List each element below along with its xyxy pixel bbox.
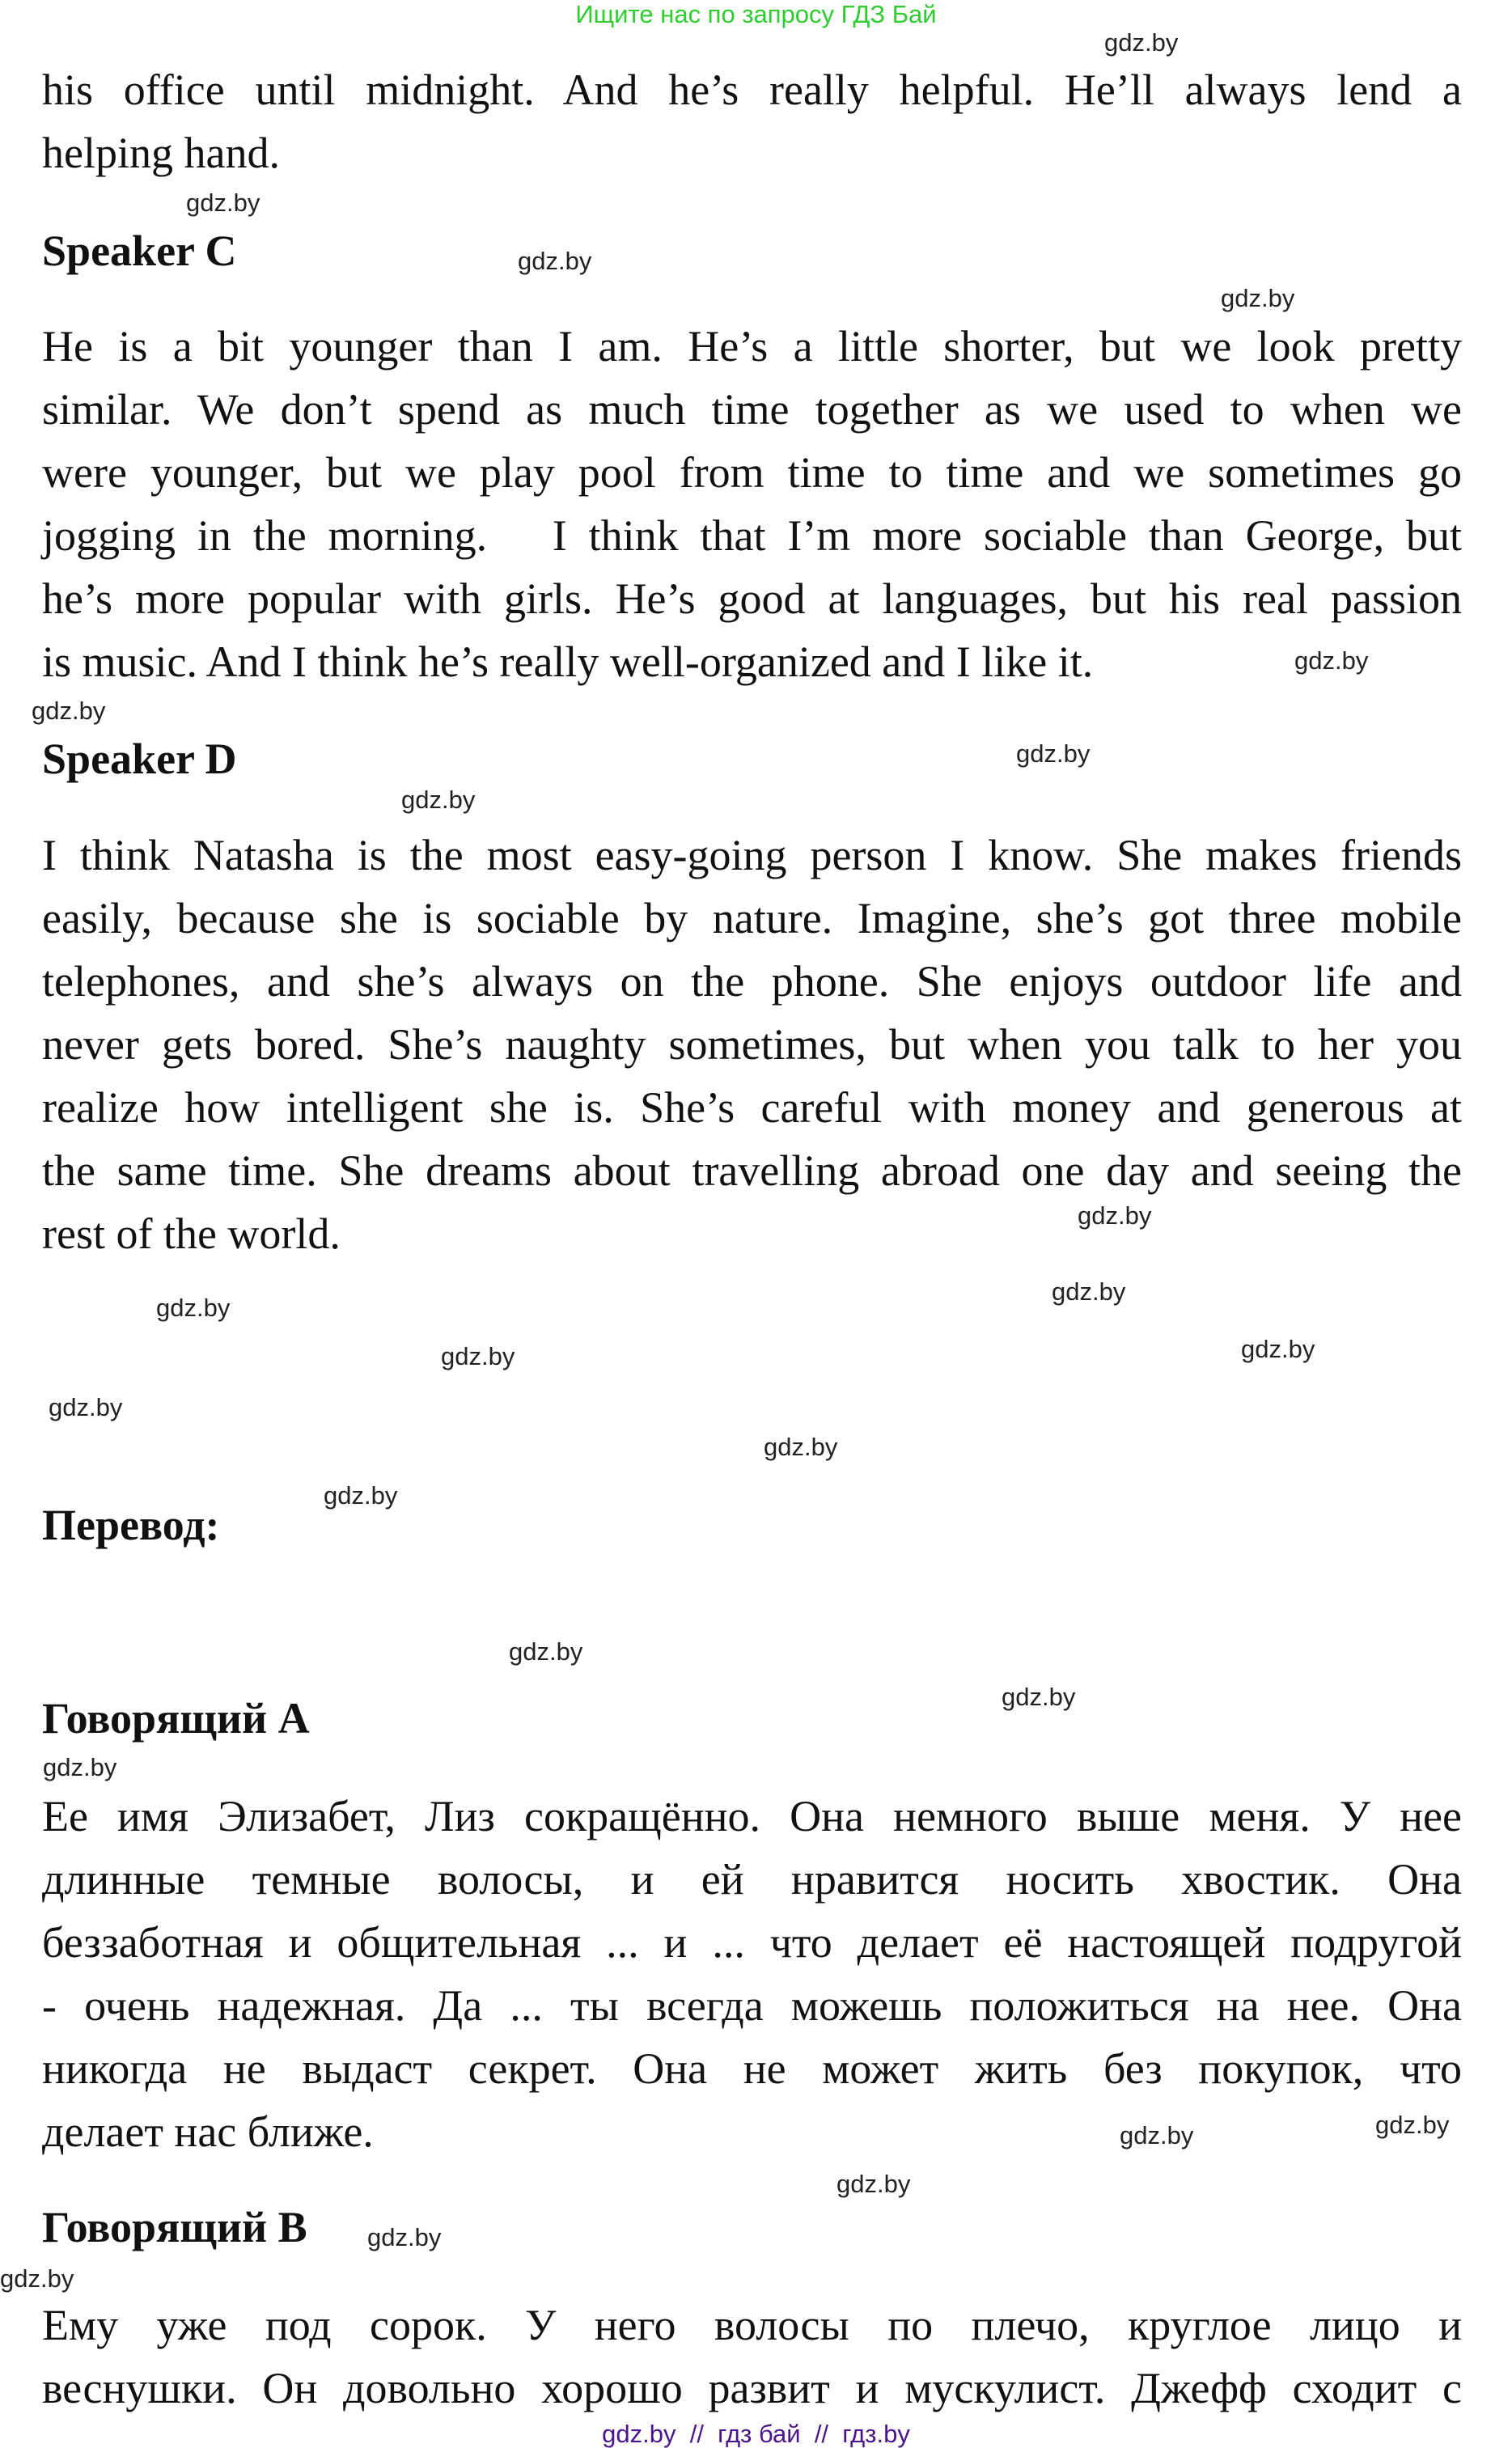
watermark: gdz.by (186, 188, 260, 217)
text-line: were younger, but we play pool from time to time and we sometimes go (42, 448, 1462, 497)
paragraph-speaker-b-ru (42, 2293, 1462, 2420)
text-line: никогда не выдаст секрет. Она не может жить без покупок, что (42, 2044, 1462, 2093)
watermark: gdz.by (1104, 28, 1179, 57)
watermark: gdz.by (1052, 1277, 1126, 1306)
watermark: gdz.by (1241, 1335, 1315, 1363)
text-line: веснушки. Он довольно хорошо развит и мускулист. Джефф сходит с (42, 2364, 1462, 2412)
text-line: telephones, and she’s always on the phone. She enjoys outdoor life and (42, 957, 1462, 1006)
watermark: gdz.by (49, 1393, 123, 1421)
watermark: gdz.by (441, 1342, 515, 1370)
footer-links[interactable]: gdz.by // гдз бай // гдз.by (602, 2420, 910, 2448)
watermark: gdz.by (1078, 1201, 1152, 1230)
text-line: realize how intelligent she is. She’s careful with money and generous at (42, 1083, 1462, 1132)
text-line: he’s more popular with girls. He’s good at languages, but his real passion (42, 574, 1462, 623)
text-line: helping hand. (42, 129, 280, 177)
paragraph-speaker-d (42, 824, 1462, 1265)
watermark: gdz.by (1120, 2121, 1194, 2149)
heading-speaker-a-ru: Говорящий А (42, 1694, 310, 1743)
watermark: gdz.by (0, 2264, 74, 2293)
watermark: gdz.by (764, 1433, 838, 1461)
watermark: gdz.by (509, 1637, 583, 1666)
text-line: easily, because she is sociable by nature. Imagine, she’s got three mobile (42, 894, 1462, 942)
text-line: is music. And I think he’s really well-organized and I like it. (42, 637, 1094, 686)
heading-speaker-b-ru: Говорящий В (42, 2203, 307, 2251)
search-banner[interactable]: Ищите нас по запросу ГДЗ Бай (575, 0, 937, 28)
text-line: his office until midnight. And he’s really helpful. He’ll always lend a (42, 66, 1462, 114)
watermark: gdz.by (1221, 284, 1295, 312)
text-line: делает нас ближе. (42, 2107, 374, 2156)
paragraph-speaker-b-end (42, 58, 1462, 184)
text-line: He is a bit younger than I am. He’s a little shorter, but we look pretty (42, 322, 1462, 371)
paragraph-speaker-a-ru (42, 1785, 1462, 2163)
text-line: never gets bored. She’s naughty sometimes, but when you talk to her you (42, 1020, 1462, 1069)
text-line: беззаботная и общительная ... и ... что делает её настоящей подругой (42, 1918, 1462, 1967)
watermark: gdz.by (518, 247, 592, 275)
watermark: gdz.by (1375, 2111, 1450, 2139)
text-line: I think Natasha is the most easy-going person I know. She makes friends (42, 831, 1462, 879)
paragraph-speaker-c (42, 315, 1462, 693)
text-line: similar. We don’t spend as much time together as we used to when we (42, 385, 1462, 434)
text-line: Ему уже под сорок. У него волосы по плечо, круглое лицо и (42, 2301, 1462, 2349)
text-line: rest of the world. (42, 1209, 341, 1258)
heading-speaker-c: Speaker C (42, 227, 237, 275)
watermark: gdz.by (324, 1481, 398, 1510)
text-line: the same time. She dreams about travelling abroad one day and seeing the (42, 1146, 1462, 1195)
heading-speaker-d: Speaker D (42, 735, 237, 783)
watermark: gdz.by (1294, 646, 1369, 675)
heading-translation: Перевод: (42, 1501, 220, 1549)
text-line: - очень надежная. Да ... ты всегда можешь положиться на нее. Она (42, 1981, 1462, 2030)
text-line: длинные темные волосы, и ей нравится носить хвостик. Она (42, 1855, 1462, 1904)
watermark: gdz.by (836, 2170, 911, 2198)
watermark: gdz.by (1002, 1683, 1076, 1711)
watermark: gdz.by (43, 1753, 117, 1781)
text-line: Ее имя Элизабет, Лиз сокращённо. Она немного выше меня. У нее (42, 1792, 1462, 1840)
watermark: gdz.by (1016, 739, 1091, 768)
watermark: gdz.by (156, 1294, 231, 1322)
watermark: gdz.by (32, 697, 106, 725)
watermark: gdz.by (367, 2223, 442, 2251)
watermark: gdz.by (401, 786, 476, 814)
text-line: jogging in the morning. I think that I’m more sociable than George, but (42, 511, 1462, 560)
